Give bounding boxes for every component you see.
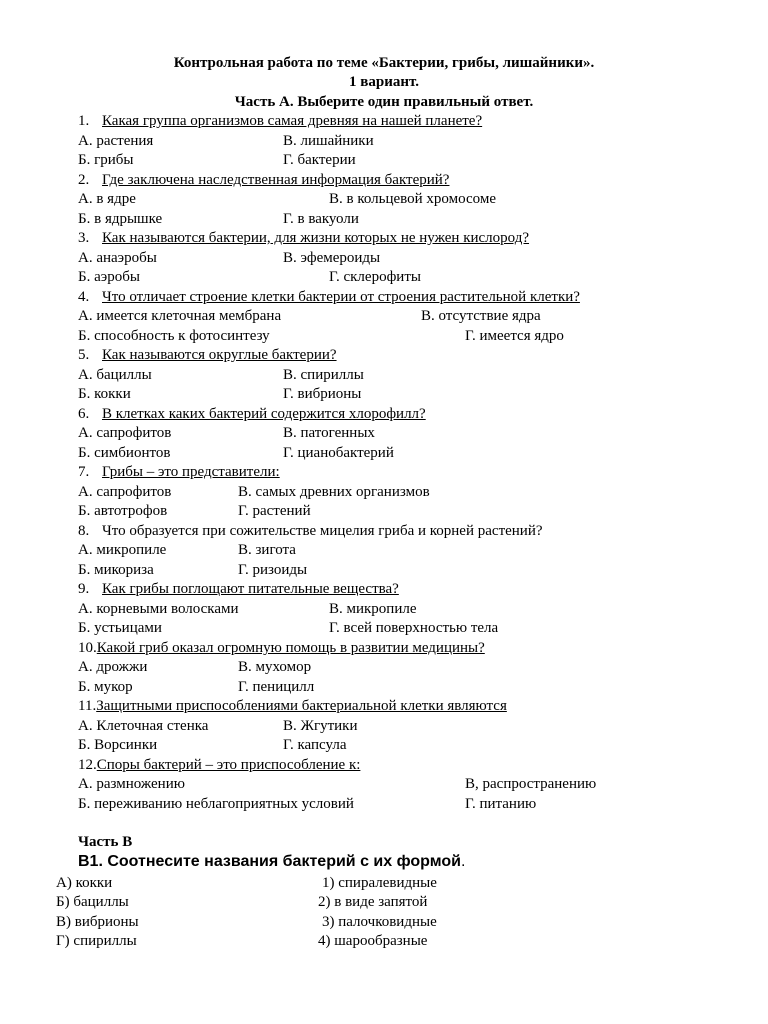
b1-title: В1. Соотнесите названия бактерий с их формой bbox=[78, 853, 461, 870]
option-v: В. в кольцевой хромосоме bbox=[329, 191, 497, 207]
b1-title-period: . bbox=[460, 853, 466, 870]
question-number: 2. bbox=[78, 172, 90, 188]
option-v: В. спириллы bbox=[283, 367, 364, 383]
part-a-header: Часть А. Выберите один правильный ответ. bbox=[234, 94, 534, 110]
question-text: Какая группа организмов самая древняя на нашей планете? bbox=[102, 113, 483, 129]
option-a: А. корневыми волосками bbox=[78, 601, 239, 617]
question-8 bbox=[78, 522, 543, 541]
option-v: В. Жгутики bbox=[283, 718, 358, 734]
match-right-1: 1) спиралевидные bbox=[322, 875, 437, 891]
option-a: А. размножению bbox=[78, 776, 185, 792]
option-v: В. эфемероиды bbox=[283, 250, 381, 266]
question-text: Споры бактерий – это приспособление к: bbox=[96, 757, 361, 773]
question-2 bbox=[78, 171, 449, 190]
option-b: Б. мукор bbox=[78, 679, 133, 695]
option-v: В. зигота bbox=[238, 542, 296, 558]
option-g: Г. склерофиты bbox=[329, 269, 421, 285]
question-number: 6. bbox=[78, 406, 90, 422]
question-text: Где заключена наследственная информация бактерий? bbox=[102, 172, 450, 188]
question-text: Что образуется при сожительстве мицелия гриба и корней растений? bbox=[102, 523, 543, 539]
option-g: Г. растений bbox=[238, 503, 311, 519]
question-number: 10. bbox=[78, 640, 97, 656]
option-v: В. самых древних организмов bbox=[238, 484, 430, 500]
option-b: Б. кокки bbox=[78, 386, 131, 402]
option-g: Г. имеется ядро bbox=[465, 328, 564, 344]
question-3 bbox=[78, 229, 529, 248]
option-a: А. в ядре bbox=[78, 191, 136, 207]
question-12 bbox=[78, 756, 360, 775]
option-g: Г. ризоиды bbox=[238, 562, 308, 578]
option-b: Б. в ядрышке bbox=[78, 211, 163, 227]
question-4 bbox=[78, 288, 580, 307]
option-a: А. бациллы bbox=[78, 367, 152, 383]
option-a: А. растения bbox=[78, 133, 154, 149]
option-g: Г. пеницилл bbox=[238, 679, 315, 695]
part-b-header: Часть В bbox=[78, 834, 133, 850]
option-b: Б. грибы bbox=[78, 152, 134, 168]
question-text: Как грибы поглощают питательные вещества? bbox=[102, 581, 399, 597]
question-text: В клетках каких бактерий содержится хлорофилл? bbox=[102, 406, 426, 422]
match-left-a: А) кокки bbox=[56, 875, 113, 891]
option-a: А. Клеточная стенка bbox=[78, 718, 209, 734]
question-6 bbox=[78, 405, 426, 424]
question-10 bbox=[78, 639, 485, 658]
match-left-g: Г) спириллы bbox=[56, 933, 137, 949]
question-11 bbox=[78, 697, 507, 716]
option-a: А. имеется клеточная мембрана bbox=[78, 308, 282, 324]
question-9 bbox=[78, 580, 399, 599]
question-text: Какой гриб оказал огромную помощь в развитии медицины? bbox=[96, 640, 485, 656]
option-v: В. микропиле bbox=[329, 601, 417, 617]
option-g: Г. всей поверхностью тела bbox=[329, 620, 499, 636]
question-number: 11. bbox=[78, 698, 97, 714]
b1-task bbox=[78, 852, 465, 872]
match-right-3: 3) палочковидные bbox=[322, 914, 437, 930]
question-number: 1. bbox=[78, 113, 90, 129]
option-a: А. анаэробы bbox=[78, 250, 157, 266]
question-text: Как называются бактерии, для жизни которых не нужен кислород? bbox=[102, 230, 530, 246]
option-b: Б. аэробы bbox=[78, 269, 140, 285]
option-b: Б. микориза bbox=[78, 562, 154, 578]
option-v: В. мухомор bbox=[238, 659, 312, 675]
match-right-4: 4) шарообразные bbox=[318, 933, 428, 949]
option-a: А. сапрофитов bbox=[78, 425, 172, 441]
variant-label: 1 вариант. bbox=[349, 74, 419, 90]
option-v: В, распространению bbox=[465, 776, 597, 792]
question-text: Как называются округлые бактерии? bbox=[102, 347, 337, 363]
question-number: 7. bbox=[78, 464, 90, 480]
match-right-2: 2) в виде запятой bbox=[318, 894, 428, 910]
option-b: Б. устьицами bbox=[78, 620, 162, 636]
option-v: В. патогенных bbox=[283, 425, 375, 441]
question-number: 4. bbox=[78, 289, 90, 305]
option-a: А. дрожжи bbox=[78, 659, 148, 675]
document-title: Контрольная работа по теме «Бактерии, грибы, лишайники». bbox=[173, 55, 595, 71]
option-g: Г. в вакуоли bbox=[283, 211, 359, 227]
question-number: 8. bbox=[78, 523, 90, 539]
match-left-b: Б) бациллы bbox=[56, 894, 129, 910]
question-7 bbox=[78, 463, 280, 482]
option-g: Г. бактерии bbox=[283, 152, 356, 168]
option-a: А. сапрофитов bbox=[78, 484, 172, 500]
match-left-v: В) вибрионы bbox=[56, 914, 139, 930]
question-text: Грибы – это представители: bbox=[102, 464, 280, 480]
question-text: Что отличает строение клетки бактерии от строения растительной клетки? bbox=[102, 289, 580, 305]
question-number: 5. bbox=[78, 347, 90, 363]
question-number: 12. bbox=[78, 757, 97, 773]
option-v: В. лишайники bbox=[283, 133, 374, 149]
question-number: 3. bbox=[78, 230, 90, 246]
option-b: Б. симбионтов bbox=[78, 445, 171, 461]
option-v: В. отсутствие ядра bbox=[421, 308, 541, 324]
question-1 bbox=[78, 112, 482, 131]
question-number: 9. bbox=[78, 581, 90, 597]
option-g: Г. питанию bbox=[465, 796, 537, 812]
option-b: Б. автотрофов bbox=[78, 503, 168, 519]
option-b: Б. способность к фотосинтезу bbox=[78, 328, 270, 344]
option-a: А. микропиле bbox=[78, 542, 167, 558]
question-5 bbox=[78, 346, 337, 365]
option-b: Б. переживанию неблагоприятных условий bbox=[78, 796, 354, 812]
option-g: Г. цианобактерий bbox=[283, 445, 394, 461]
option-b: Б. Ворсинки bbox=[78, 737, 158, 753]
question-text: Защитными приспособлениями бактериальной клетки являются bbox=[96, 698, 507, 714]
option-g: Г. капсула bbox=[283, 737, 347, 753]
option-g: Г. вибрионы bbox=[283, 386, 362, 402]
